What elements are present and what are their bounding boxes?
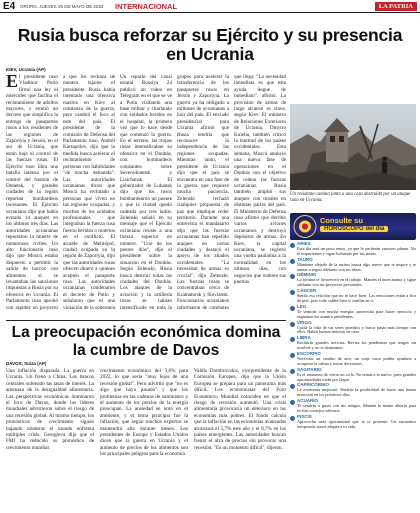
horoscope-sign-9 bbox=[290, 383, 416, 398]
horoscope-sign-name: CÁNCER bbox=[297, 288, 317, 294]
horoscope-sign-6 bbox=[290, 336, 416, 351]
horoscope-sign-text: Recibirás grandes noticias. Revisa los pendientes que tengas sin resolver y no te desanimes. bbox=[297, 340, 416, 351]
horoscope-sign-name: CAPRICORNIO bbox=[297, 382, 330, 388]
zodiac-sign-icon bbox=[290, 322, 295, 327]
horoscope-sign-text: Necesitas un cambio de aire; un viaje corto podría ayudarte a recuperar la calma y tomar decisiones. bbox=[297, 355, 416, 366]
zodiac-wheel-icon bbox=[292, 213, 318, 240]
horoscope-sign-name: GÉMINIS bbox=[297, 272, 317, 278]
horoscope-sign-name: PISCIS bbox=[297, 413, 312, 419]
ukraine-ruins-photo bbox=[290, 104, 416, 190]
horoscope-sign-2 bbox=[290, 273, 416, 288]
zodiac-sign-icon bbox=[290, 400, 295, 405]
horoscope-sign-1 bbox=[290, 258, 416, 273]
horoscope-sign-text: Es el momento de cerrar un ciclo. No temas a lo nuevo, pues grandes oportunidades están por llegar. bbox=[297, 371, 416, 382]
section-divider bbox=[6, 320, 286, 321]
story2-column-3 bbox=[194, 368, 286, 510]
zodiac-sign-icon bbox=[290, 243, 295, 248]
drop-cap: E bbox=[6, 74, 19, 91]
page-number: E4 bbox=[3, 0, 16, 12]
horoscope-sign-name: TAURO bbox=[297, 256, 313, 262]
story2-col3-text: Valdis Dombrovskis, vicepresidente de la Comisión Europea, dijo que la Unión Europea se prepara para un panorama más difícil. Los economistas del Foro Económico Mundial coinciden en que el riesgo de recesión aumentó. Una crisis alimentaria provocaría un deterioro en las economías más pobres. El fondo calcula que la inflación en las economías avanzadas alcanzará el 5,7% este año y el 8,7% en los países emergentes. Las autoridades buscan frenar el alza de precios sin provocar una recesión. "Es un momento difícil", dijeron. bbox=[194, 368, 286, 451]
story1-col4-text: grupos para acelerar la transferencia de los pasaportes rusos en Jersón y Zaporiyia. La guerra ya ha obligado a millones de ucranianos a huir del país. El enviado presidencial para Ucrania afirmó que Rusia tendría que reconocer la independencia de las regiones ocupadas. Mientras tanto, el presidente de Ucrania dijo que el país se encuentra en una fase de la guerra que requiere mucha paciencia. Zelenski rechazó cualquier propuesta de paz que implique ceder territorio. Durante una entrevista el mandatario dijo que las fuerzas ucranianas han repelido ataques en varias ciudades y destacó el apoyo de los aliados occidentales. "La necesidad de armas es crucial", dijo Zelenski. Las fuerzas rusas se concentraban cerca de Kramatorsk y Sloviansk. Funcionarios ucranianos informaron de combates bbox=[177, 74, 229, 310]
horoscope-sign-body bbox=[297, 399, 416, 414]
zodiac-sign-icon bbox=[290, 384, 295, 389]
horoscope-sign-name: VIRGO bbox=[297, 319, 312, 325]
horoscope-sign-text: Mantente alejado de la rutina; busca algo nuevo que te inspire y te anime a seguir adelante con tus ideas. bbox=[297, 261, 416, 272]
horoscope-box bbox=[290, 213, 416, 510]
horoscope-sign-text: Te sentirás a gusto con tus amigos. Mantén la mente abierta para recibir consejos valiosos. bbox=[297, 403, 416, 413]
page-header bbox=[0, 0, 420, 13]
story2-col1-text: Una inflación disparada. La guerra en Ucrania. Un freno a China. Los bancos centrales subiendo las tasas de interés. La amenaza de la desigualdad alimentaria. Las perspectivas económicas dominaron el foro de Davos, donde los líderes mundiales advirtieron sobre el riesgo de una recesión global. Al mismo tiempo, los pronósticos de crecimiento siguen bajando mientras el mundo enfrenta múltiples crisis. Georgieva dijo que el FMI ha reducido su pronóstico de crecimiento mundial. bbox=[6, 368, 94, 451]
zodiac-sign-icon bbox=[290, 274, 295, 279]
horoscope-sign-text: Aprovecha cada oportunidad que se te presente. Un encuentro inesperado traerá alegría a tu vida. bbox=[297, 418, 416, 429]
section-name: INTERNACIONAL bbox=[115, 1, 178, 11]
horoscope-sign-10 bbox=[290, 399, 416, 414]
horoscope-sign-5 bbox=[290, 321, 416, 336]
horoscope-sign-name: ESCORPIO bbox=[297, 351, 321, 357]
horoscope-sign-body bbox=[297, 352, 416, 367]
horoscope-sign-body bbox=[297, 289, 416, 304]
story2-source: DAVOS, Suiza (AP) bbox=[6, 361, 47, 366]
headline-ukraine: Rusia busca reforzar su Ejército y su presencia en Ucrania bbox=[17, 25, 403, 64]
story1-column-1 bbox=[6, 74, 58, 310]
horoscope-sign-text: Te sentirás con mucha energía; aprovecha para hacer ejercicio y organizar tus asuntos pendientes. bbox=[297, 308, 416, 319]
story1-column-5 bbox=[234, 74, 286, 310]
horoscope-signs-list bbox=[290, 242, 416, 430]
horoscope-sign-name: ACUARIO bbox=[297, 398, 318, 404]
horoscope-sign-name: LIBRA bbox=[297, 335, 311, 341]
horoscope-sign-name: ARIES bbox=[297, 241, 311, 246]
horoscope-sign-body bbox=[297, 321, 416, 336]
story1-col5-text: que llega. "La necesidad inmediata es que esta ayuda llegue de inmediato", afirmó. La provisión de armas de largo alcance es clave, según Kiev. El ministro de Relaciones Exteriores de Ucrania, Dmytro Kuleba, también criticó la lentitud de los países occidentales. Esta semana, Moscú anunció una nueva fase de operaciones en el Donbás con el objetivo de rodear las fuerzas ucranianas. Rusia también amplió sus ataques con misiles en distintas partes del país. El Ministerio de Defensa ruso afirmó que derribó varios aviones ucranianos y destruyó depósitos de armas. En Kiev, la capital ucraniana, se registró una vuelta paulatina a la normalidad en los últimos días, con negocios que reabren sus puertas. bbox=[234, 74, 286, 285]
horoscope-sign-text: La economía mejorará. Tendrás la posibilidad de hacer una buena inversión en los próximos días. bbox=[297, 387, 416, 398]
story1-col3-text: Un reporte del canal estatal Rossiya 24 publicó un video en Telegram en el que se ve a Putin visitando una base militar y charlando con soldados heridos en el hospital, la primera vez que lo hace desde que comenzó la guerra. En el terreno, las tropas rusas intensificaban su ofensiva en el Donbás, con bombardeos constantes sobre Severodonetsk y Lisichansk. El gobernador de Luhansk dijo que los rusos bombardearon un puente y que la ciudad quedó rodeada por tres lados. Zelenski señaló en su mensaje que el Ejército ucraniano resiste a una fuerza superior en número. "Uno de los peores días", dijo el presidente sobre la situación en el Donbás. Según Zelenski, Rusia busca destruir todas las ciudades del Donbás. Los ataques de la aviación y la artillería rusas se habían intensificado en toda la bbox=[120, 74, 172, 310]
zodiac-sign-icon bbox=[290, 416, 295, 421]
photo-caption: Un residente camina junto a una casa destruida por un ataque ruso en Ucrania. bbox=[290, 192, 411, 203]
zodiac-sign-icon bbox=[290, 369, 295, 374]
horoscope-sign-body bbox=[297, 383, 416, 398]
horoscope-sign-body bbox=[297, 258, 416, 273]
horoscope-subtitle: HOROSCOPO del día bbox=[320, 226, 388, 232]
horoscope-sign-7 bbox=[290, 352, 416, 367]
horoscope-sign-11 bbox=[290, 415, 416, 430]
story1-column-3 bbox=[120, 74, 172, 310]
horoscope-sign-body bbox=[297, 273, 416, 288]
story1-col1-text: l presidente ruso Vladímir Putin firmó una ley el miércoles que facilita el reclutamiento de adultos mayores, y emitió un decreto que simplifica la entrega de pasaportes rusos a los residentes de las regiones de Zaporiyia y Jersón, en el sur de Ucrania, que están bajo el control de las fuerzas rusas. El Ejército ruso libra una batalla intensa por el control del bastión de Donetsk, y grandes ciudades de la región reportan bombardeos incesantes. El Ejército ucraniano dijo que había evitado 14 ataques en los últimos tres días. Las autoridades ucranianas reportaron la muerte de numerosos civiles. Un alto funcionario ruso dijo que Moscú estaba dispuesto a permitir la salida de barcos con alimentos si se levantaban las sanciones impuestas a Rusia por su ofensiva en Ucrania. El Parlamento ruso aprobó con rapidez un proyecto bbox=[6, 74, 58, 310]
horoscope-sign-body bbox=[297, 368, 416, 383]
story2-col2-text: crecimiento económico del 3,6% para 2022, lo que sería "muy lejos de una recesión global". Pero advirtió que "no es algo que haya pasado" y que los problemas en las cadenas de suministro y el aumento de los precios de la energía preocupan. La ansiedad se notó en el ambiente, y el tema principal fue la inflación, que según muchos expertos se mantendrá alta durante meses. Los presidentes de Europa y Estados Unidos dicen que la guerra en Ucrania y el aumento de precios de los alimentos son los principales peligros para la economía. bbox=[100, 368, 188, 458]
dateline: ORURO, JUEVES 26 DE MAYO DE 2022 bbox=[20, 3, 104, 9]
horoscope-sign-text: La fortuna te favorecerá en el trabajo. Mantén el buen ánimo y sigue adelante con tus proyectos personales. bbox=[297, 277, 416, 288]
story2-column-2 bbox=[100, 368, 188, 510]
zodiac-sign-icon bbox=[290, 290, 295, 295]
horoscope-sign-4 bbox=[290, 305, 416, 320]
zodiac-sign-icon bbox=[290, 306, 295, 311]
horoscope-sign-0 bbox=[290, 242, 416, 257]
story1-source: KIEV, Ucrania (AP) bbox=[6, 67, 46, 72]
zodiac-sign-icon bbox=[290, 353, 295, 358]
headline-davos: La preocupación económica domina la cumbre de Davos bbox=[11, 324, 281, 359]
story1-col2-text: a que los rechaza de manera tajante el presidente. Rusia había intentado una ofensiva masiva en Kiev al comienzo de la guerra, pero cambió el foco al este del país. El presidente de la comisión de Defensa del Parlamento ruso, Andréi Kartapólov, dijo que la medida busca acelerar el reclutamiento de personas con habilidades "de mucha demanda". Las autoridades ucranianas dicen que Moscú ha reclutado a personas que viven en las regiones ocupadas, y muchos de los soldados profesionales que integraban la fuerza rusa fueron heridos o muertos en el conflicto. El alcalde de Melitópol, ciudad ocupada en la región de Zaporiyia, dijo que las autoridades rusas ofrecen dinero a quienes acepten el pasaporte ruso. Las autoridades ucranianas condenaron el decreto de Putin y señalaron que es una violación de la soberanía bbox=[63, 74, 115, 310]
horoscope-sign-body bbox=[297, 336, 416, 351]
story2-column-1 bbox=[6, 368, 94, 510]
newspaper-logo: LA PATRIA bbox=[375, 2, 417, 11]
horoscope-sign-3 bbox=[290, 289, 416, 304]
horoscope-title: Consulte su bbox=[320, 216, 363, 225]
horoscope-sign-body bbox=[297, 242, 416, 257]
horoscope-sign-text: Este día será un poco tenso, ya que lo perderán vuestros planes. No te impacientes y sigue luchando por tus metas. bbox=[297, 245, 416, 256]
horoscope-sign-body bbox=[297, 415, 416, 430]
story1-column-4 bbox=[177, 74, 229, 310]
horoscope-sign-8 bbox=[290, 368, 416, 383]
horoscope-sign-text: Suelta esa relación que no te hace bien. Las emociones están a flor de piel, pero todo saldrá bien si confías en ti. bbox=[297, 293, 416, 303]
zodiac-sign-icon bbox=[290, 337, 295, 342]
story1-column-2 bbox=[63, 74, 115, 310]
horoscope-banner bbox=[290, 213, 416, 240]
horoscope-sign-name: SAGITARIO bbox=[297, 366, 322, 372]
horoscope-sign-text: Cuida la vida de tus seres queridos y busca pasar más tiempo con ellos. Habrá buenas noticias en casa. bbox=[297, 324, 416, 335]
horoscope-sign-name: LEO bbox=[297, 303, 307, 309]
horoscope-sign-body bbox=[297, 305, 416, 320]
zodiac-sign-icon bbox=[290, 259, 295, 264]
